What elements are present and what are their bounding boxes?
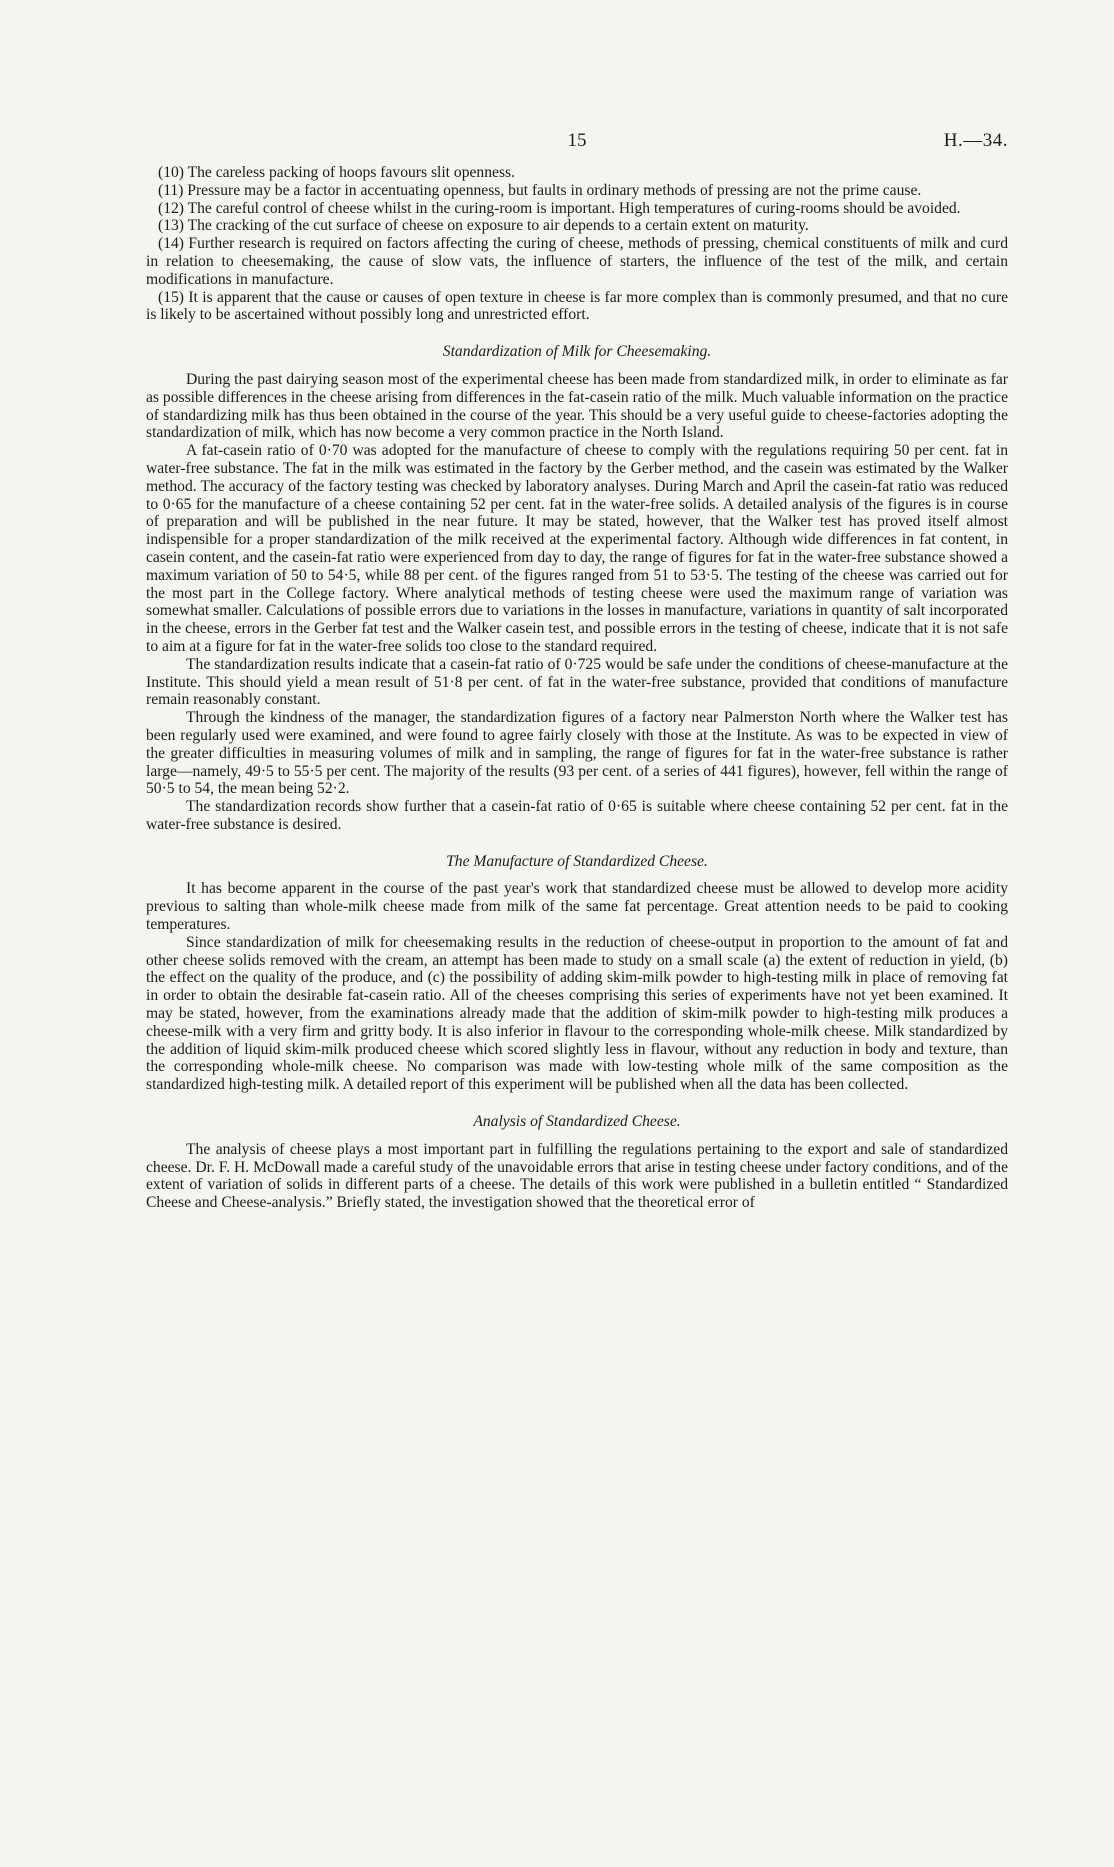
numbered-findings-list	[146, 164, 1008, 324]
finding-item-13: (13) The cracking of the cut surface of cheese on exposure to air depends to a certain extent on maturity.	[158, 217, 809, 235]
section-heading: Standardization of Milk for Cheesemaking.	[442, 343, 712, 361]
body-text	[146, 164, 1008, 1212]
paragraph: It has become apparent in the course of the past year's work that standardized cheese must be allowed to develop more acidity previous to salting than whole-milk cheese made from milk of the same fat percentage. Great attention needs to be paid to cooking temperatures.	[146, 880, 1008, 934]
finding-item-10: (10) The careless packing of hoops favours slit openness.	[158, 164, 515, 181]
finding-item-11: (11) Pressure may be a factor in accentuating openness, but faults in ordinary methods of pressing are not the prime cause.	[158, 181, 922, 199]
page-number: 15	[567, 130, 587, 151]
finding-item-14: (14) Further research is required on factors affecting the curing of cheese, methods of pressing, chemical constituents of milk and curd in relation to cheesemaking, the cause of slow vats, the influence of starters, the influence of the test of the milk, and certain modifications in manufacture.	[146, 235, 1008, 288]
section-analysis-of-standardized-cheese	[146, 1113, 1008, 1212]
paragraph: The standardization results indicate that a casein-fat ratio of 0·725 would be safe under the conditions of cheese-manufacture at the Institute. This should yield a mean result of 51·8 per cent. of fat in the water-free substance, provided that conditions of manufacture remain reasonably constant.	[146, 655, 1008, 709]
section-heading: The Manufacture of Standardized Cheese.	[446, 852, 708, 870]
report-reference: H.—34.	[943, 130, 1008, 151]
section-standardization-of-milk	[146, 343, 1008, 834]
section-manufacture-of-standardized-cheese	[146, 853, 1008, 1094]
paragraph: A fat-casein ratio of 0·70 was adopted for the manufacture of cheese to comply with the regulations requiring 50 per cent. fat in water-free substance. The fat in the milk was estimated in the factory by the Gerber method, and the casein was estimated by the Walker method. The accuracy of the factory testing was checked by laboratory analyses. During March and April the casein-fat ratio was reduced to 0·65 for the manufacture of a cheese containing 52 per cent. fat in the water-free solids. A detailed analysis of the figures is in course of preparation and will be published in the near future. It may be stated, however, that the Walker test has proved itself almost indispensible for a proper standardization of the milk received at the experimental factory. Although wide differences in fat content, in casein content, and the casein-fat ratio were experienced from day to day, the range of figures for fat in the water-free substance showed a maximum variation of 50 to 54·5, while 88 per cent. of the figures ranged from 51 to 53·5. The testing of the cheese was carried out for the most part in the College factory. Where analytical methods of testing cheese were used the maximum range of variation was somewhat smaller. Calculations of possible errors due to variations in the losses in manufacture, variations in quantity of salt incorporated in the cheese, errors in the Gerber fat test and the Walker casein test, and possible errors in the testing of cheese, indicate that it is not safe to aim at a figure for fat in the water-free solids too close to the standard required.	[146, 442, 1008, 655]
section-heading: Analysis of Standardized Cheese.	[473, 1113, 681, 1131]
paragraph: The analysis of cheese plays a most important part in fulfilling the regulations pertaining to the export and sale of standardized cheese. Dr. F. H. McDowall made a careful study of the unavoidable errors that arise in testing cheese under factory conditions, and of the extent of variation of solids in different parts of a cheese. The details of this work were published in a bulletin entitled “ Standardized Cheese and Cheese-analysis.” Briefly stated, the investigation showed that the theoretical error of	[146, 1140, 1008, 1212]
page-header	[146, 130, 1008, 164]
finding-item-15: (15) It is apparent that the cause or causes of open texture in cheese is far more complex than is commonly presumed, and that no cure is likely to be ascertained without possibly long and unrestricted effort.	[146, 288, 1008, 324]
document-page	[146, 130, 1008, 1212]
paragraph: Through the kindness of the manager, the standardization figures of a factory near Palmerston North where the Walker test has been regularly used were examined, and were found to agree fairly closely with those at the Institute. As was to be expected in view of the greater difficulties in measuring volumes of milk and in sampling, the range of figures for fat in the water-free substance is rather large—namely, 49·5 to 55·5 per cent. The majority of the results (93 per cent. of a series of 441 figures), however, fell within the range of 50·5 to 54, the mean being 52·2.	[146, 709, 1008, 798]
paragraph: Since standardization of milk for cheesemaking results in the reduction of cheese-output in proportion to the amount of fat and other cheese solids removed with the cream, an attempt has been made to study on a small scale (a) the extent of reduction in yield, (b) the effect on the quality of the produce, and (c) the possibility of adding skim-milk powder to high-testing milk in place of removing fat in order to obtain the desirable fat-casein ratio. All of the cheeses comprising this series of experiments have not yet been examined. It may be stated, however, from the examinations already made that the addition of skim-milk powder to high-testing milk produces a cheese-milk with a very firm and gritty body. It is also inferior in flavour to the corresponding whole-milk cheese. Milk standardized by the addition of liquid skim-milk produced cheese which scored slightly less in flavour, without any reduction in body and texture, than the corresponding whole-milk cheese. No comparison was made with low-testing whole milk of the same composition as the standardized high-testing milk. A detailed report of this experiment will be published when all the data has been collected.	[146, 933, 1008, 1094]
paragraph: The standardization records show further that a casein-fat ratio of 0·65 is suitable where cheese containing 52 per cent. fat in the water-free substance is desired.	[146, 798, 1008, 833]
paragraph: During the past dairying season most of the experimental cheese has been made from standardized milk, in order to eliminate as far as possible differences in the cheese arising from differences in the fat-casein ratio of the milk. Much valuable information on the practice of standardizing milk has thus been obtained in the course of the year. This should be a very useful guide to cheese-factories adopting the standardization of milk, which has now become a very common practice in the North Island.	[146, 370, 1008, 442]
finding-item-12: (12) The careful control of cheese whilst in the curing-room is important. High temperatures of curing-rooms should be avoided.	[158, 199, 961, 217]
